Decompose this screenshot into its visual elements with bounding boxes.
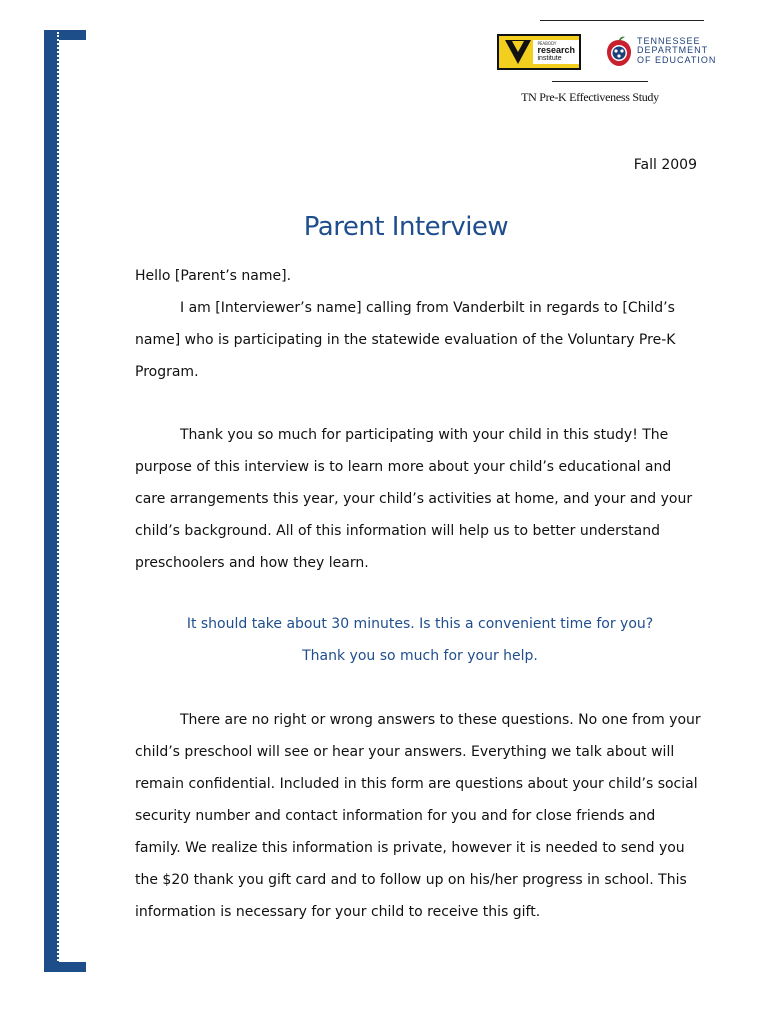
page-title: Parent Interview bbox=[303, 212, 509, 242]
intro-paragraph-text: I am [Interviewer’s name] calling from Vanderbilt in regards to [Child’s name] who is participating in the statewide evaluation of the Voluntary Pre-K Program. bbox=[135, 300, 676, 380]
tn-logo-line-3: OF EDUCATION bbox=[637, 54, 717, 65]
tennessee-doe-text bbox=[637, 37, 716, 65]
greeting bbox=[135, 260, 705, 292]
purpose-paragraph bbox=[135, 419, 705, 579]
header-rule-top bbox=[540, 20, 704, 21]
vanderbilt-logo bbox=[497, 34, 581, 70]
time-request-line: It should take about 30 minutes. Is this a convenient time for you? bbox=[186, 616, 654, 632]
document-date: Fall 2009 bbox=[633, 157, 697, 173]
intro-paragraph bbox=[135, 292, 705, 388]
tn-logo-line-1: TENNESSEE bbox=[637, 36, 701, 46]
time-request-block bbox=[135, 608, 705, 672]
purpose-paragraph-text: Thank you so much for participating with your child in this study! The purpose of this interview is to learn more about your child’s educational and care arrangements this year, your child’s activities at home, and your and your child’s background. All of this information will help us to better understand preschoolers and how they learn. bbox=[135, 427, 693, 571]
tennessee-doe-logo bbox=[604, 36, 717, 70]
study-title: TN Pre-K Effectiveness Study bbox=[521, 90, 659, 104]
vanderbilt-logo-text bbox=[533, 40, 579, 64]
vu-logo-sub: institute bbox=[537, 55, 562, 62]
header-rule-middle bbox=[552, 81, 648, 82]
tn-logo-line-2: DEPARTMENT bbox=[637, 45, 709, 56]
border-bracket-bottom bbox=[44, 962, 86, 972]
tennessee-seal-icon bbox=[604, 36, 634, 68]
vu-logo-small: PEABODY bbox=[537, 41, 557, 46]
vu-logo-main: research bbox=[537, 45, 575, 55]
confidentiality-paragraph-text: There are no right or wrong answers to these questions. No one from your child’s preschool will see or hear your answers. Everything we talk about will remain confidential. Included in this form are questions about your child’s social security number and contact information for you and for close friends and family. We realize this information is private, however it is needed to send you the $20 thank you gift card and to follow up on his/her progress in school. This information is necessary for your child to receive this gift. bbox=[135, 712, 701, 920]
greeting-text: Hello [Parent’s name]. bbox=[135, 268, 292, 284]
thank-you-line: Thank you so much for your help. bbox=[302, 648, 538, 664]
confidentiality-paragraph bbox=[135, 704, 705, 928]
border-bracket-left bbox=[44, 32, 59, 972]
vanderbilt-v-icon bbox=[503, 37, 530, 67]
